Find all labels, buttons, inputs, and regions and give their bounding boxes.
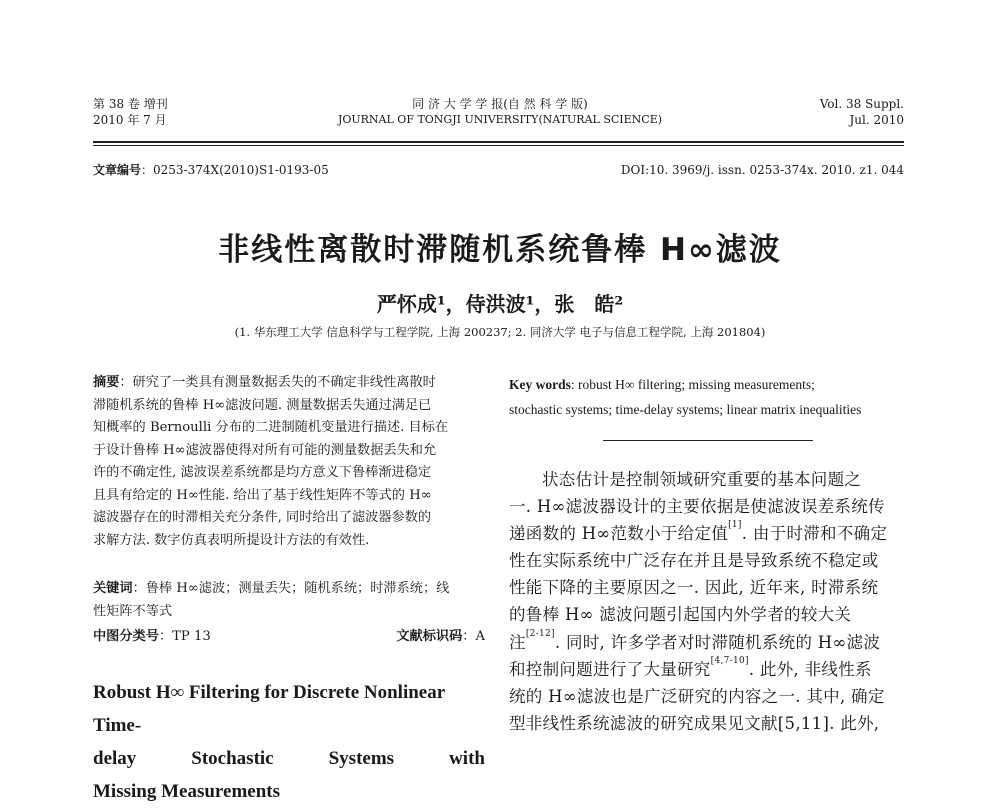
classification-label: 中图分类号 xyxy=(93,629,159,644)
body-line: 和控制问题进行了大量研究[4,7-10]. 此外, 非线性系 xyxy=(509,655,872,679)
abstract-line: 滤波器存在的时滞相关充分条件, 同时给出了滤波器参数的 xyxy=(93,510,432,525)
article-number-value: 0253-374X(2010)S1-0193-05 xyxy=(153,163,329,177)
date-en: Jul. 2010 xyxy=(849,113,904,127)
issue-date: 2010 年 7 月 xyxy=(93,113,167,127)
classification-value: ：TP 13 xyxy=(158,629,211,644)
body-line: 的鲁棒 H∞ 滤波问题引起国内外学者的较大关 xyxy=(509,605,852,625)
keywords-cn-line: ：鲁棒 H∞滤波；测量丢失；随机系统；时滞系统；线 xyxy=(132,581,450,596)
doc-code-label: 文献标识码 xyxy=(396,629,463,644)
keywords-cn-line: 性矩阵不等式 xyxy=(93,603,173,619)
citation: [1] xyxy=(728,520,742,531)
body-line: 递函数的 H∞范数小于给定值[1]. 由于时滞和不确定 xyxy=(509,520,888,544)
article-number: 文章编号：0253-374X(2010)S1-0193-05 xyxy=(93,163,329,177)
journal-volume-en xyxy=(820,96,904,128)
english-title-line: Missing Measurements xyxy=(93,781,280,802)
abstract xyxy=(93,372,485,552)
abstract-line: ：研究了一类具有测量数据丢失的不确定非线性离散时 xyxy=(119,375,436,390)
english-title-word: Systems xyxy=(328,748,395,769)
keywords-en-line: stochastic systems; time-delay systems; linear matrix inequalities xyxy=(509,402,862,417)
citation: [2-12] xyxy=(525,628,555,639)
authors: 严怀成¹，侍洪波¹，张 皓² xyxy=(376,292,624,316)
keywords-cn xyxy=(93,578,485,623)
abstract-line: 且具有给定的 H∞性能. 给出了基于线性矩阵不等式的 H∞ xyxy=(93,487,432,503)
english-title-word: Stochastic xyxy=(191,748,274,769)
affiliation: (1. 华东理工大学 信息科学与工程学院, 上海 200237; 2. 同济大学 电子与信息工程学院, 上海 201804) xyxy=(234,325,766,339)
article-number-label: 文章编号 xyxy=(93,163,142,177)
keywords-en-label: Key words xyxy=(509,377,571,392)
volume-en: Vol. 38 Suppl. xyxy=(819,97,904,111)
body-line: 性在实际系统中广泛存在并且是导致系统不稳定或 xyxy=(509,551,879,571)
body-line: 统的 H∞滤波也是广泛研究的内容之一. 其中, 确定 xyxy=(509,686,885,706)
keywords-en-line: : robust H∞ filtering; missing measurements; xyxy=(570,377,815,392)
keywords-en xyxy=(509,372,905,422)
english-title-word: with xyxy=(449,748,485,769)
body-text xyxy=(509,466,905,737)
english-title-line xyxy=(93,742,485,775)
abstract-line: 滞随机系统的鲁棒 H∞滤波问题. 测量数据丢失通过满足已 xyxy=(93,397,432,413)
abstract-line: 知概率的 Bernoulli 分布的二进制随机变量进行描述. 目标在 xyxy=(93,420,449,435)
english-title-word: delay xyxy=(93,748,137,769)
abstract-line: 许的不确定性, 滤波误差系统都是均方意义下鲁棒渐进稳定 xyxy=(93,465,432,480)
english-title-line: Robust H∞ Filtering for Discrete Nonlinear Time- xyxy=(93,682,445,736)
header-rule-thin xyxy=(93,145,904,146)
body-line: 状态估计是控制领域研究重要的基本问题之 xyxy=(542,470,862,489)
abstract-label: 摘要 xyxy=(93,375,120,390)
paper-title: 非线性离散时滞随机系统鲁棒 H∞滤波 xyxy=(218,232,782,268)
body-line: 注[2-12]. 同时, 许多学者对时滞随机系统的 H∞滤波 xyxy=(509,628,881,652)
journal-name-en: JOURNAL OF TONGJI UNIVERSITY(NATURAL SCIENCE) xyxy=(337,113,663,126)
citation: [4,7-10] xyxy=(710,655,749,666)
body-line: 性能下降的主要原因之一. 因此, 近年来, 时滞系统 xyxy=(509,578,879,598)
classification-row xyxy=(93,626,485,649)
volume-issue: 第 38 卷 增刊 xyxy=(93,97,168,111)
body-line: 一. H∞滤波器设计的主要依据是使滤波误差系统传 xyxy=(509,497,885,517)
keywords-cn-label: 关键词 xyxy=(93,581,133,596)
header-rule-thick xyxy=(93,141,904,143)
abstract-line: 求解方法. 数字仿真表明所提设计方法的有效性. xyxy=(93,532,370,548)
journal-name-cn: 同 济 大 学 学 报(自 然 科 学 版) xyxy=(412,97,588,111)
section-divider xyxy=(603,440,813,441)
doc-code-value: ：A xyxy=(462,629,485,644)
english-title xyxy=(93,676,485,808)
doi: DOI:10. 3969/j. issn. 0253-374x. 2010. z1. 044 xyxy=(620,163,904,177)
body-line: 型非线性系统滤波的研究成果见文献[5,11]. 此外, xyxy=(509,713,880,733)
abstract-line: 于设计鲁棒 H∞滤波器使得对所有可能的测量数据丢失和允 xyxy=(93,442,437,458)
